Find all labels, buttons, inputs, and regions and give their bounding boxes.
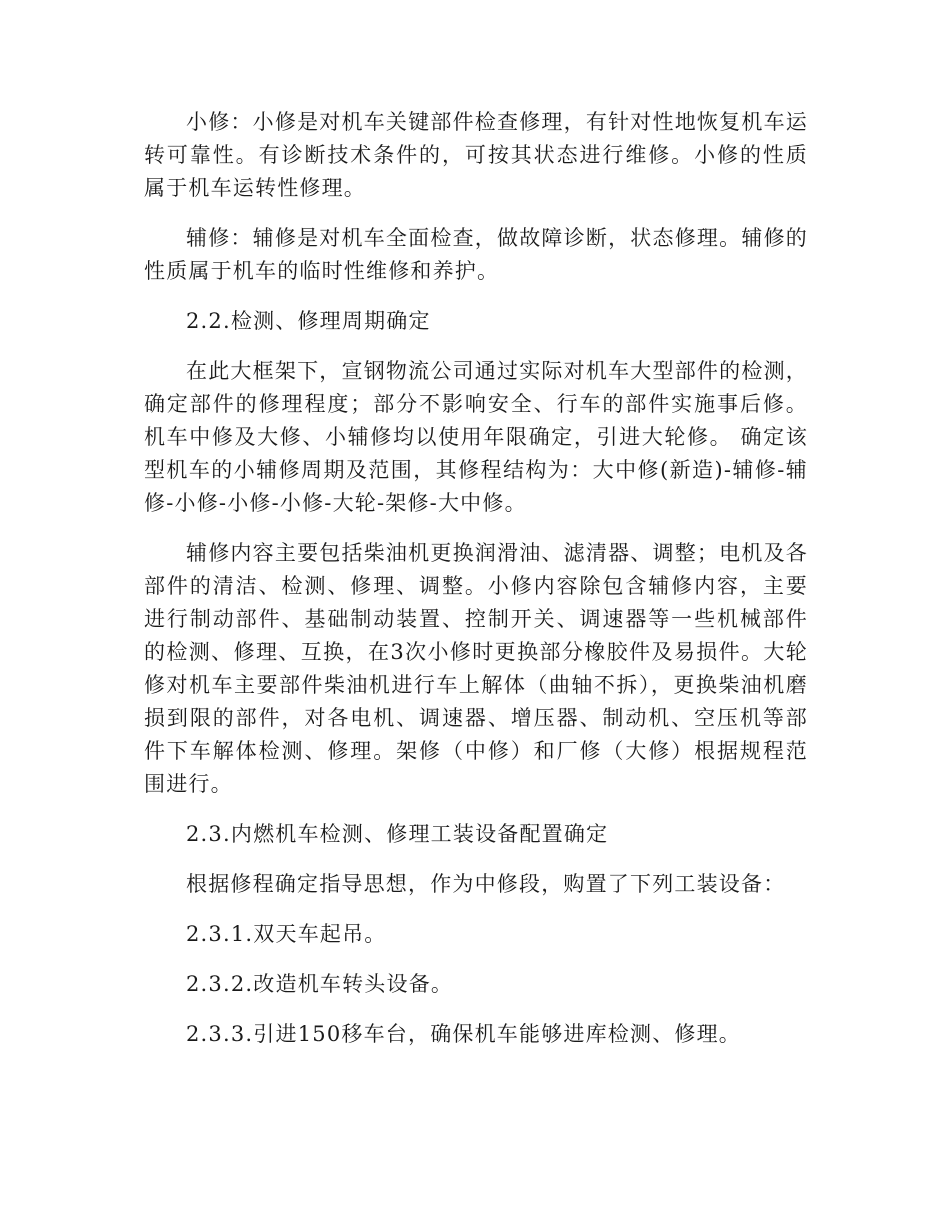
section-heading-2-2: 2.2.检测、修理周期确定 — [186, 309, 431, 333]
document-body — [144, 106, 808, 1068]
paragraph-minor-repair: 小修：小修是对机车关键部件检查修理，有针对性地恢复机车运转可靠性。有诊断技术条件的，可按其状态进行维修。小修的性质属于机车运转性修理。 — [144, 110, 808, 200]
section-heading-2-3: 2.3.内燃机车检测、修理工装设备配置确定 — [186, 822, 609, 846]
list-item-2-3-2: 2.3.2.改造机车转头设备。 — [186, 972, 454, 996]
list-item-2-3-1: 2.3.1.双天车起吊。 — [186, 922, 387, 946]
paragraph-auxiliary-repair: 辅修：辅修是对机车全面检查，做故障诊断，状态修理。辅修的性质属于机车的临时性维修和养护。 — [144, 226, 808, 283]
paragraph-repair-content: 辅修内容主要包括柴油机更换润滑油、滤清器、调整；电机及各部件的清洁、检测、修理、调整。小修内容除包含辅修内容，主要进行制动部件、基础制动装置、控制开关、调速器等一些机械部件的检测、修理、互换，在3次小修时更换部分橡胶件及易损件。大轮修对机车主要部件柴油机进行车上解体（曲轴不拆），更换柴油机磨损到限的部件，对各电机、调速器、增压器、制动机、空压机等部件下车解体检测、修理。架修（中修）和厂修（大修）根据规程范围进行。 — [144, 541, 808, 796]
paragraph-equipment-intro: 根据修程确定指导思想，作为中修段，购置了下列工装设备： — [186, 872, 786, 896]
list-item-2-3-3: 2.3.3.引进150移车台，确保机车能够进库检测、修理。 — [186, 1022, 741, 1046]
paragraph-framework: 在此大框架下，宣钢物流公司通过实际对机车大型部件的检测，确定部件的修理程度；部分不影响安全、行车的部件实施事后修。机车中修及大修、小辅修均以使用年限确定，引进大轮修。 确定该型机车的小辅修周期及范围，其修程结构为：大中修(新造)-辅修-辅修-小修-小修-小修-大轮-架修-大中修。 — [144, 359, 808, 515]
